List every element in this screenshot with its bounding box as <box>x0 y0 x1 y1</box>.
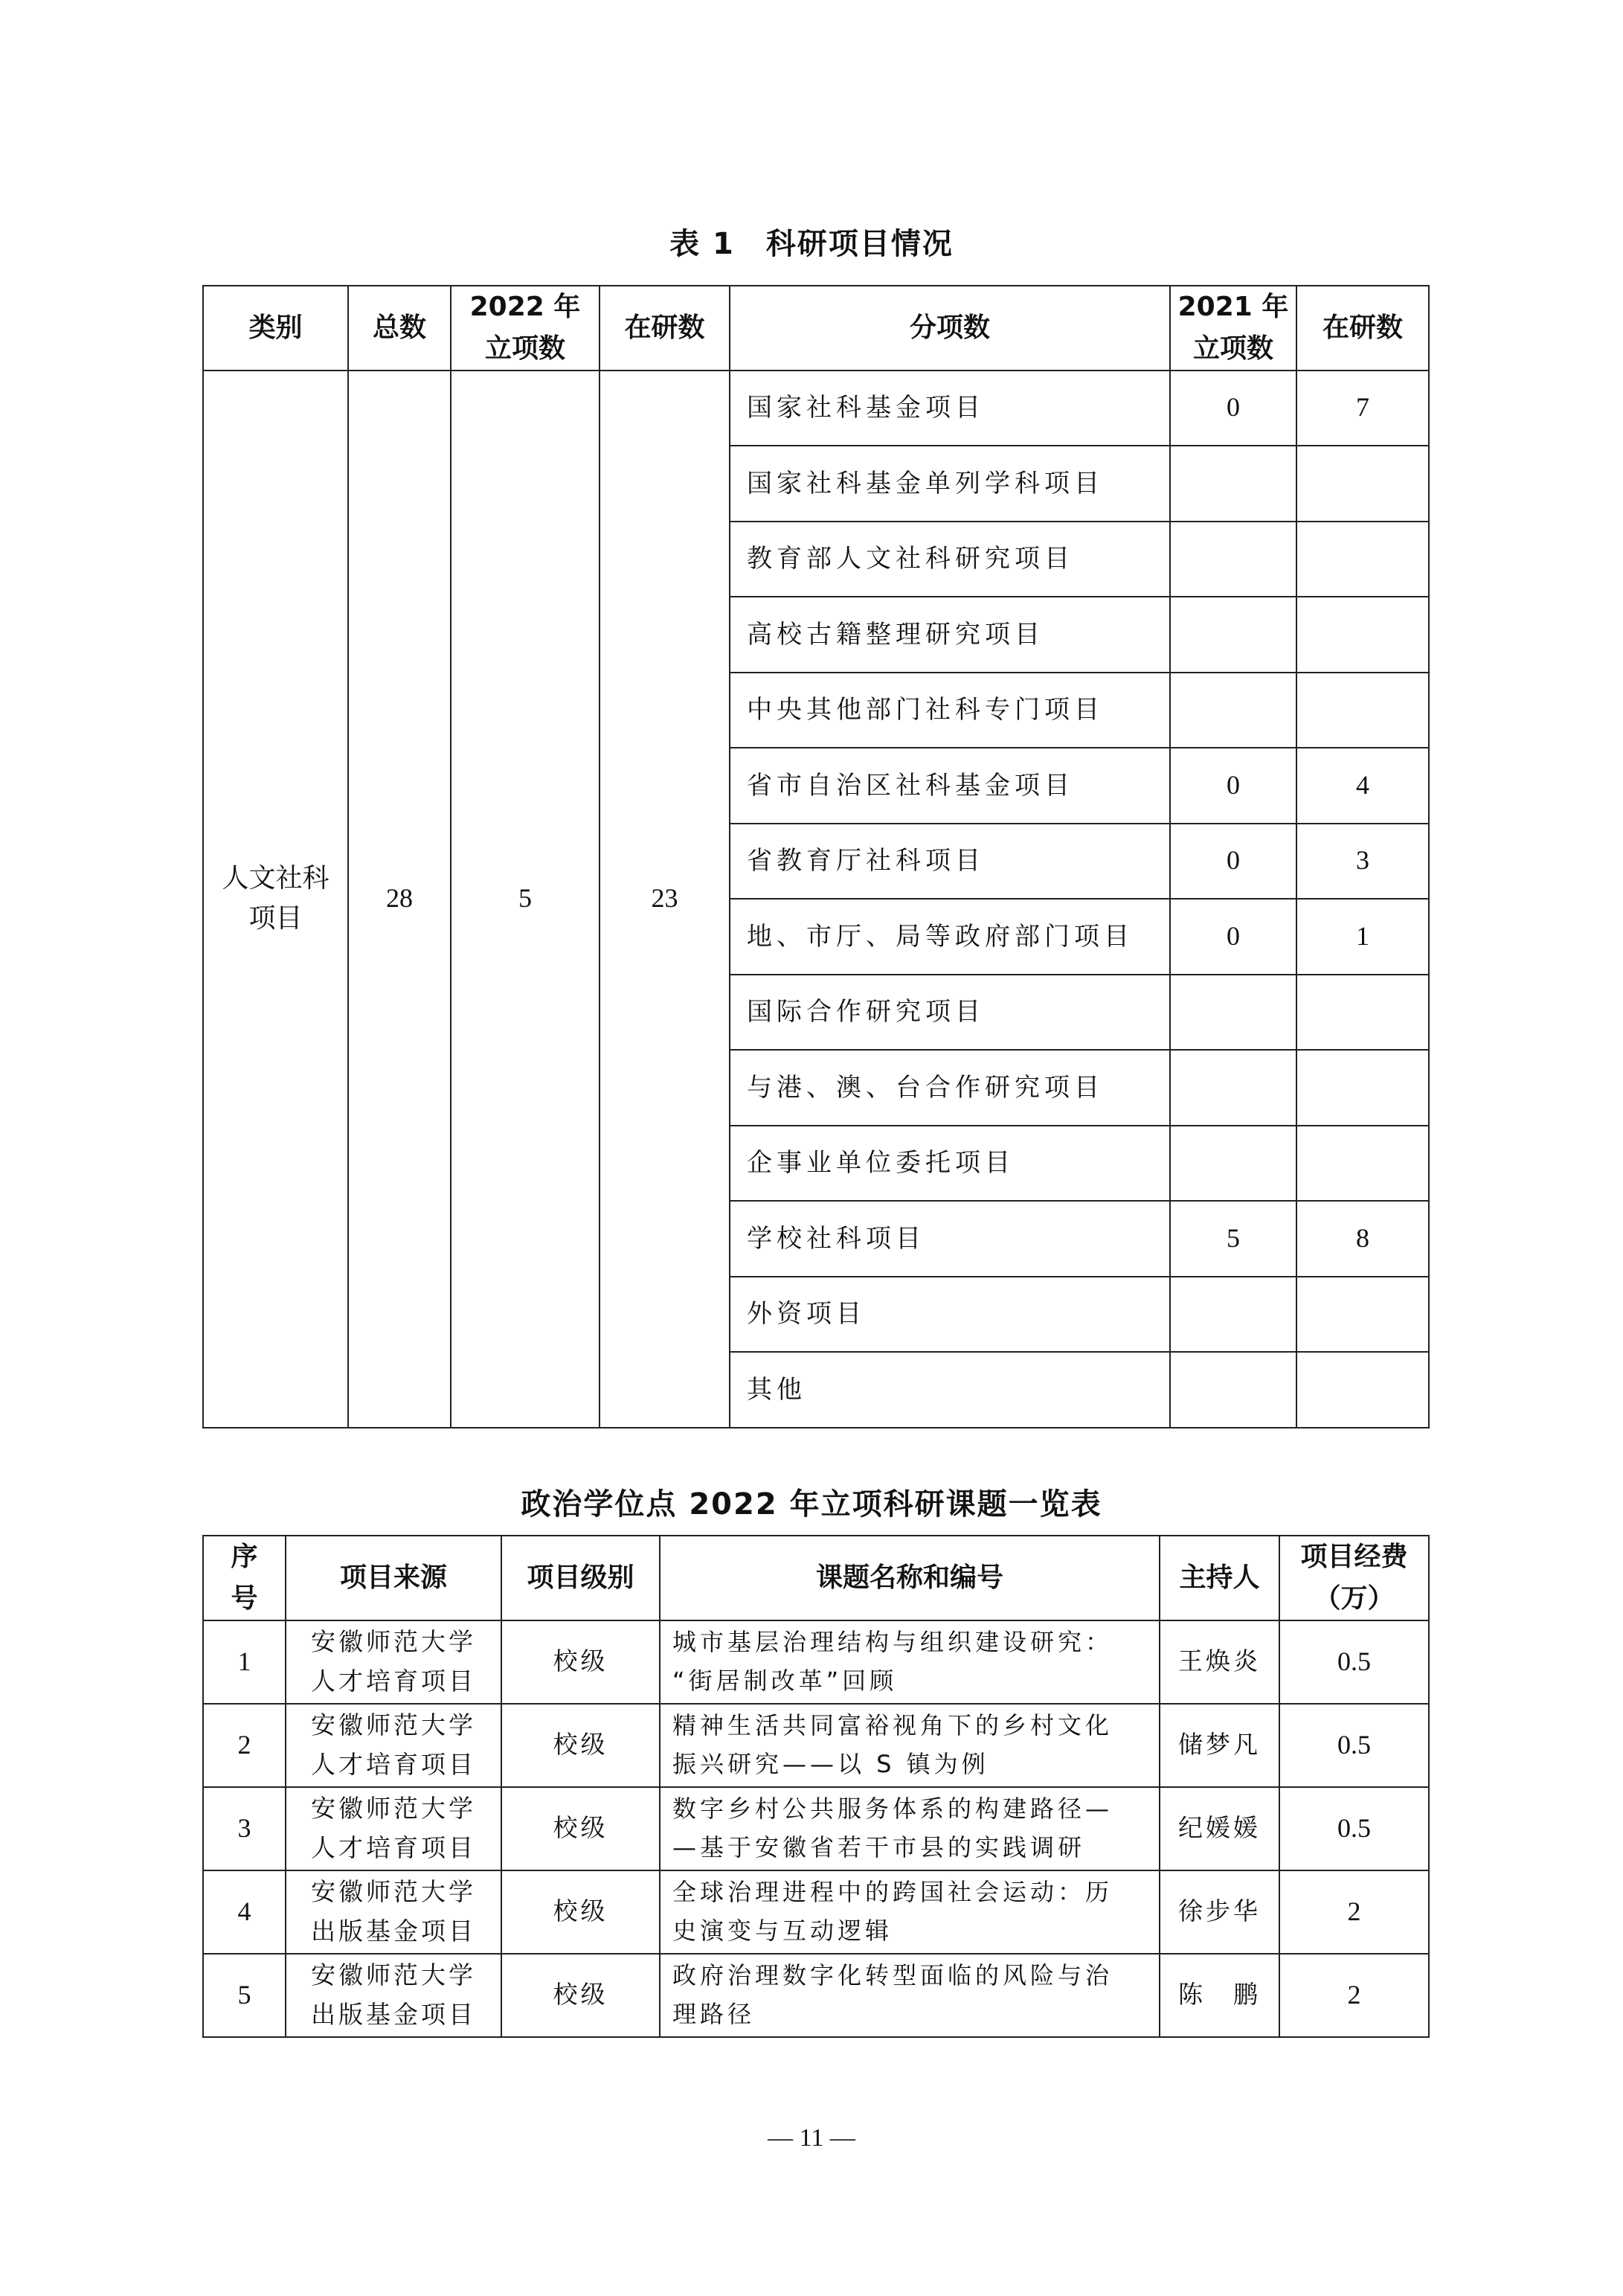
topic-cell-line1: 政府治理数字化转型面临的风险与治 <box>672 1961 1113 1990</box>
subitem-approved <box>1170 522 1296 597</box>
subitem-ongoing <box>1296 1050 1429 1126</box>
header-index-line2: 号 <box>231 1582 258 1614</box>
table1-title: 表 1 科研项目情况 <box>669 227 954 261</box>
topic-cell-line1: 全球治理进程中的跨国社会运动：历 <box>672 1878 1113 1907</box>
table-row <box>203 1787 1429 1870</box>
category-line2: 项目 <box>248 903 303 934</box>
subitem-ongoing <box>1296 1352 1429 1428</box>
subitem-approved: 0 <box>1170 371 1296 446</box>
subitem-name: 外资项目 <box>730 1277 1170 1353</box>
header-approved-2021 <box>1170 286 1296 371</box>
topic-cell-line2: “街居制改革”回顾 <box>672 1666 898 1695</box>
ongoing-cell: 23 <box>600 371 730 1428</box>
level-cell: 校级 <box>501 1870 660 1954</box>
subitem-ongoing: 3 <box>1296 824 1429 900</box>
topic-cell-line2: 理路径 <box>672 1999 756 2028</box>
topic-cell-line2: 振兴研究——以 S 镇为例 <box>672 1749 989 1778</box>
source-cell <box>286 1954 501 2037</box>
subitem-name: 其他 <box>730 1352 1170 1428</box>
topic-cell-line2: —基于安徽省若干市县的实践调研 <box>672 1832 1086 1862</box>
table-row <box>203 371 1429 446</box>
level-cell: 校级 <box>501 1787 660 1870</box>
subitem-approved: 5 <box>1170 1201 1296 1277</box>
index-cell: 3 <box>203 1787 286 1870</box>
table2-title: 政治学位点 2022 年立项科研课题一览表 <box>521 1487 1102 1521</box>
header-host: 主持人 <box>1160 1536 1279 1620</box>
funding-cell: 2 <box>1279 1870 1429 1954</box>
index-cell: 2 <box>203 1704 286 1787</box>
host-cell: 徐步华 <box>1160 1870 1279 1954</box>
approved-2022-cell: 5 <box>451 371 600 1428</box>
subitem-approved <box>1170 1352 1296 1428</box>
funding-cell: 0.5 <box>1279 1620 1429 1704</box>
header-category: 类别 <box>203 286 348 371</box>
subitem-name: 省市自治区社科基金项目 <box>730 748 1170 824</box>
table-row <box>203 1620 1429 1704</box>
header-index <box>203 1536 286 1620</box>
subitem-approved <box>1170 975 1296 1051</box>
topic-cell <box>660 1787 1160 1870</box>
subitem-approved <box>1170 1277 1296 1353</box>
subitem-name: 与港、澳、台合作研究项目 <box>730 1050 1170 1126</box>
index-cell: 4 <box>203 1870 286 1954</box>
host-cell: 储梦凡 <box>1160 1704 1279 1787</box>
index-cell: 5 <box>203 1954 286 2037</box>
subitem-name: 国家社科基金项目 <box>730 371 1170 446</box>
table2-header-row <box>203 1536 1429 1620</box>
topic-cell <box>660 1704 1160 1787</box>
topic-cell-line1: 精神生活共同富裕视角下的乡村文化 <box>672 1711 1113 1740</box>
level-cell: 校级 <box>501 1954 660 2037</box>
subitem-approved <box>1170 1050 1296 1126</box>
subitem-name: 教育部人文社科研究项目 <box>730 522 1170 597</box>
table-row <box>203 1704 1429 1787</box>
projects-2022-table <box>202 1535 1430 2038</box>
header-ongoing: 在研数 <box>600 286 730 371</box>
subitem-ongoing <box>1296 673 1429 748</box>
source-cell-line2: 人才培育项目 <box>311 1666 476 1696</box>
subitem-name: 中央其他部门社科专门项目 <box>730 673 1170 748</box>
source-cell <box>286 1704 501 1787</box>
topic-cell <box>660 1870 1160 1954</box>
header-funding <box>1279 1536 1429 1620</box>
header-approved-2022-line2: 立项数 <box>484 333 565 364</box>
source-cell <box>286 1620 501 1704</box>
source-cell-line1: 安徽师范大学 <box>311 1710 476 1739</box>
category-cell <box>203 371 348 1428</box>
funding-cell: 0.5 <box>1279 1704 1429 1787</box>
header-source: 项目来源 <box>286 1536 501 1620</box>
header-subitem: 分项数 <box>730 286 1170 371</box>
index-cell: 1 <box>203 1620 286 1704</box>
level-cell: 校级 <box>501 1620 660 1704</box>
header-total: 总数 <box>348 286 451 371</box>
level-cell: 校级 <box>501 1704 660 1787</box>
source-cell-line2: 出版基金项目 <box>311 1999 476 2029</box>
category-line1: 人文社科 <box>222 863 330 894</box>
topic-cell <box>660 1620 1160 1704</box>
subitem-approved <box>1170 597 1296 673</box>
header-funding-line2: （万） <box>1314 1582 1395 1614</box>
subitem-name: 国际合作研究项目 <box>730 975 1170 1051</box>
table1-header-row <box>203 286 1429 371</box>
header-approved-2021-line2: 立项数 <box>1192 333 1273 364</box>
subitem-ongoing <box>1296 975 1429 1051</box>
subitem-name: 学校社科项目 <box>730 1201 1170 1277</box>
subitem-name: 地、市厅、局等政府部门项目 <box>730 899 1170 975</box>
subitem-ongoing <box>1296 446 1429 522</box>
source-cell-line1: 安徽师范大学 <box>311 1626 476 1656</box>
header-ongoing-2: 在研数 <box>1296 286 1429 371</box>
host-cell: 王焕炎 <box>1160 1620 1279 1704</box>
subitem-name: 国家社科基金单列学科项目 <box>730 446 1170 522</box>
subitem-ongoing: 1 <box>1296 899 1429 975</box>
header-funding-line1: 项目经费 <box>1300 1542 1408 1572</box>
host-cell: 纪媛媛 <box>1160 1787 1279 1870</box>
subitem-ongoing <box>1296 522 1429 597</box>
funding-cell: 0.5 <box>1279 1787 1429 1870</box>
header-index-line1: 序 <box>231 1542 258 1572</box>
subitem-approved <box>1170 1126 1296 1202</box>
subitem-ongoing <box>1296 1277 1429 1353</box>
table-row <box>203 1870 1429 1954</box>
topic-cell-line2: 史演变与互动逻辑 <box>672 1916 893 1945</box>
subitem-approved: 0 <box>1170 824 1296 900</box>
subitem-approved: 0 <box>1170 899 1296 975</box>
subitem-ongoing <box>1296 1126 1429 1202</box>
source-cell-line1: 安徽师范大学 <box>311 1876 476 1906</box>
header-level: 项目级别 <box>501 1536 660 1620</box>
source-cell-line2: 出版基金项目 <box>311 1916 476 1946</box>
topic-cell <box>660 1954 1160 2037</box>
subitem-approved: 0 <box>1170 748 1296 824</box>
total-cell: 28 <box>348 371 451 1428</box>
subitem-ongoing <box>1296 597 1429 673</box>
subitem-approved <box>1170 446 1296 522</box>
source-cell-line1: 安徽师范大学 <box>311 1793 476 1823</box>
subitem-name: 省教育厅社科项目 <box>730 824 1170 900</box>
source-cell-line1: 安徽师范大学 <box>311 1960 476 1989</box>
source-cell-line2: 人才培育项目 <box>311 1749 476 1779</box>
source-cell-line2: 人才培育项目 <box>311 1832 476 1862</box>
host-cell: 陈 鹏 <box>1160 1954 1279 2037</box>
header-approved-2022-line1: 2022 年 <box>469 292 581 322</box>
subitem-ongoing: 7 <box>1296 371 1429 446</box>
page-number: — 11 — <box>768 2124 855 2152</box>
funding-cell: 2 <box>1279 1954 1429 2037</box>
topic-cell-line1: 数字乡村公共服务体系的构建路径— <box>672 1795 1113 1824</box>
topic-cell-line1: 城市基层治理结构与组织建设研究： <box>672 1628 1113 1657</box>
subitem-name: 企事业单位委托项目 <box>730 1126 1170 1202</box>
header-approved-2021-line1: 2021 年 <box>1177 292 1289 322</box>
table-row <box>203 1954 1429 2037</box>
subitem-name: 高校古籍整理研究项目 <box>730 597 1170 673</box>
source-cell <box>286 1870 501 1954</box>
subitem-ongoing: 4 <box>1296 748 1429 824</box>
subitem-approved <box>1170 673 1296 748</box>
source-cell <box>286 1787 501 1870</box>
header-topic: 课题名称和编号 <box>660 1536 1160 1620</box>
subitem-ongoing: 8 <box>1296 1201 1429 1277</box>
research-projects-table <box>202 285 1430 1428</box>
header-approved-2022 <box>451 286 600 371</box>
